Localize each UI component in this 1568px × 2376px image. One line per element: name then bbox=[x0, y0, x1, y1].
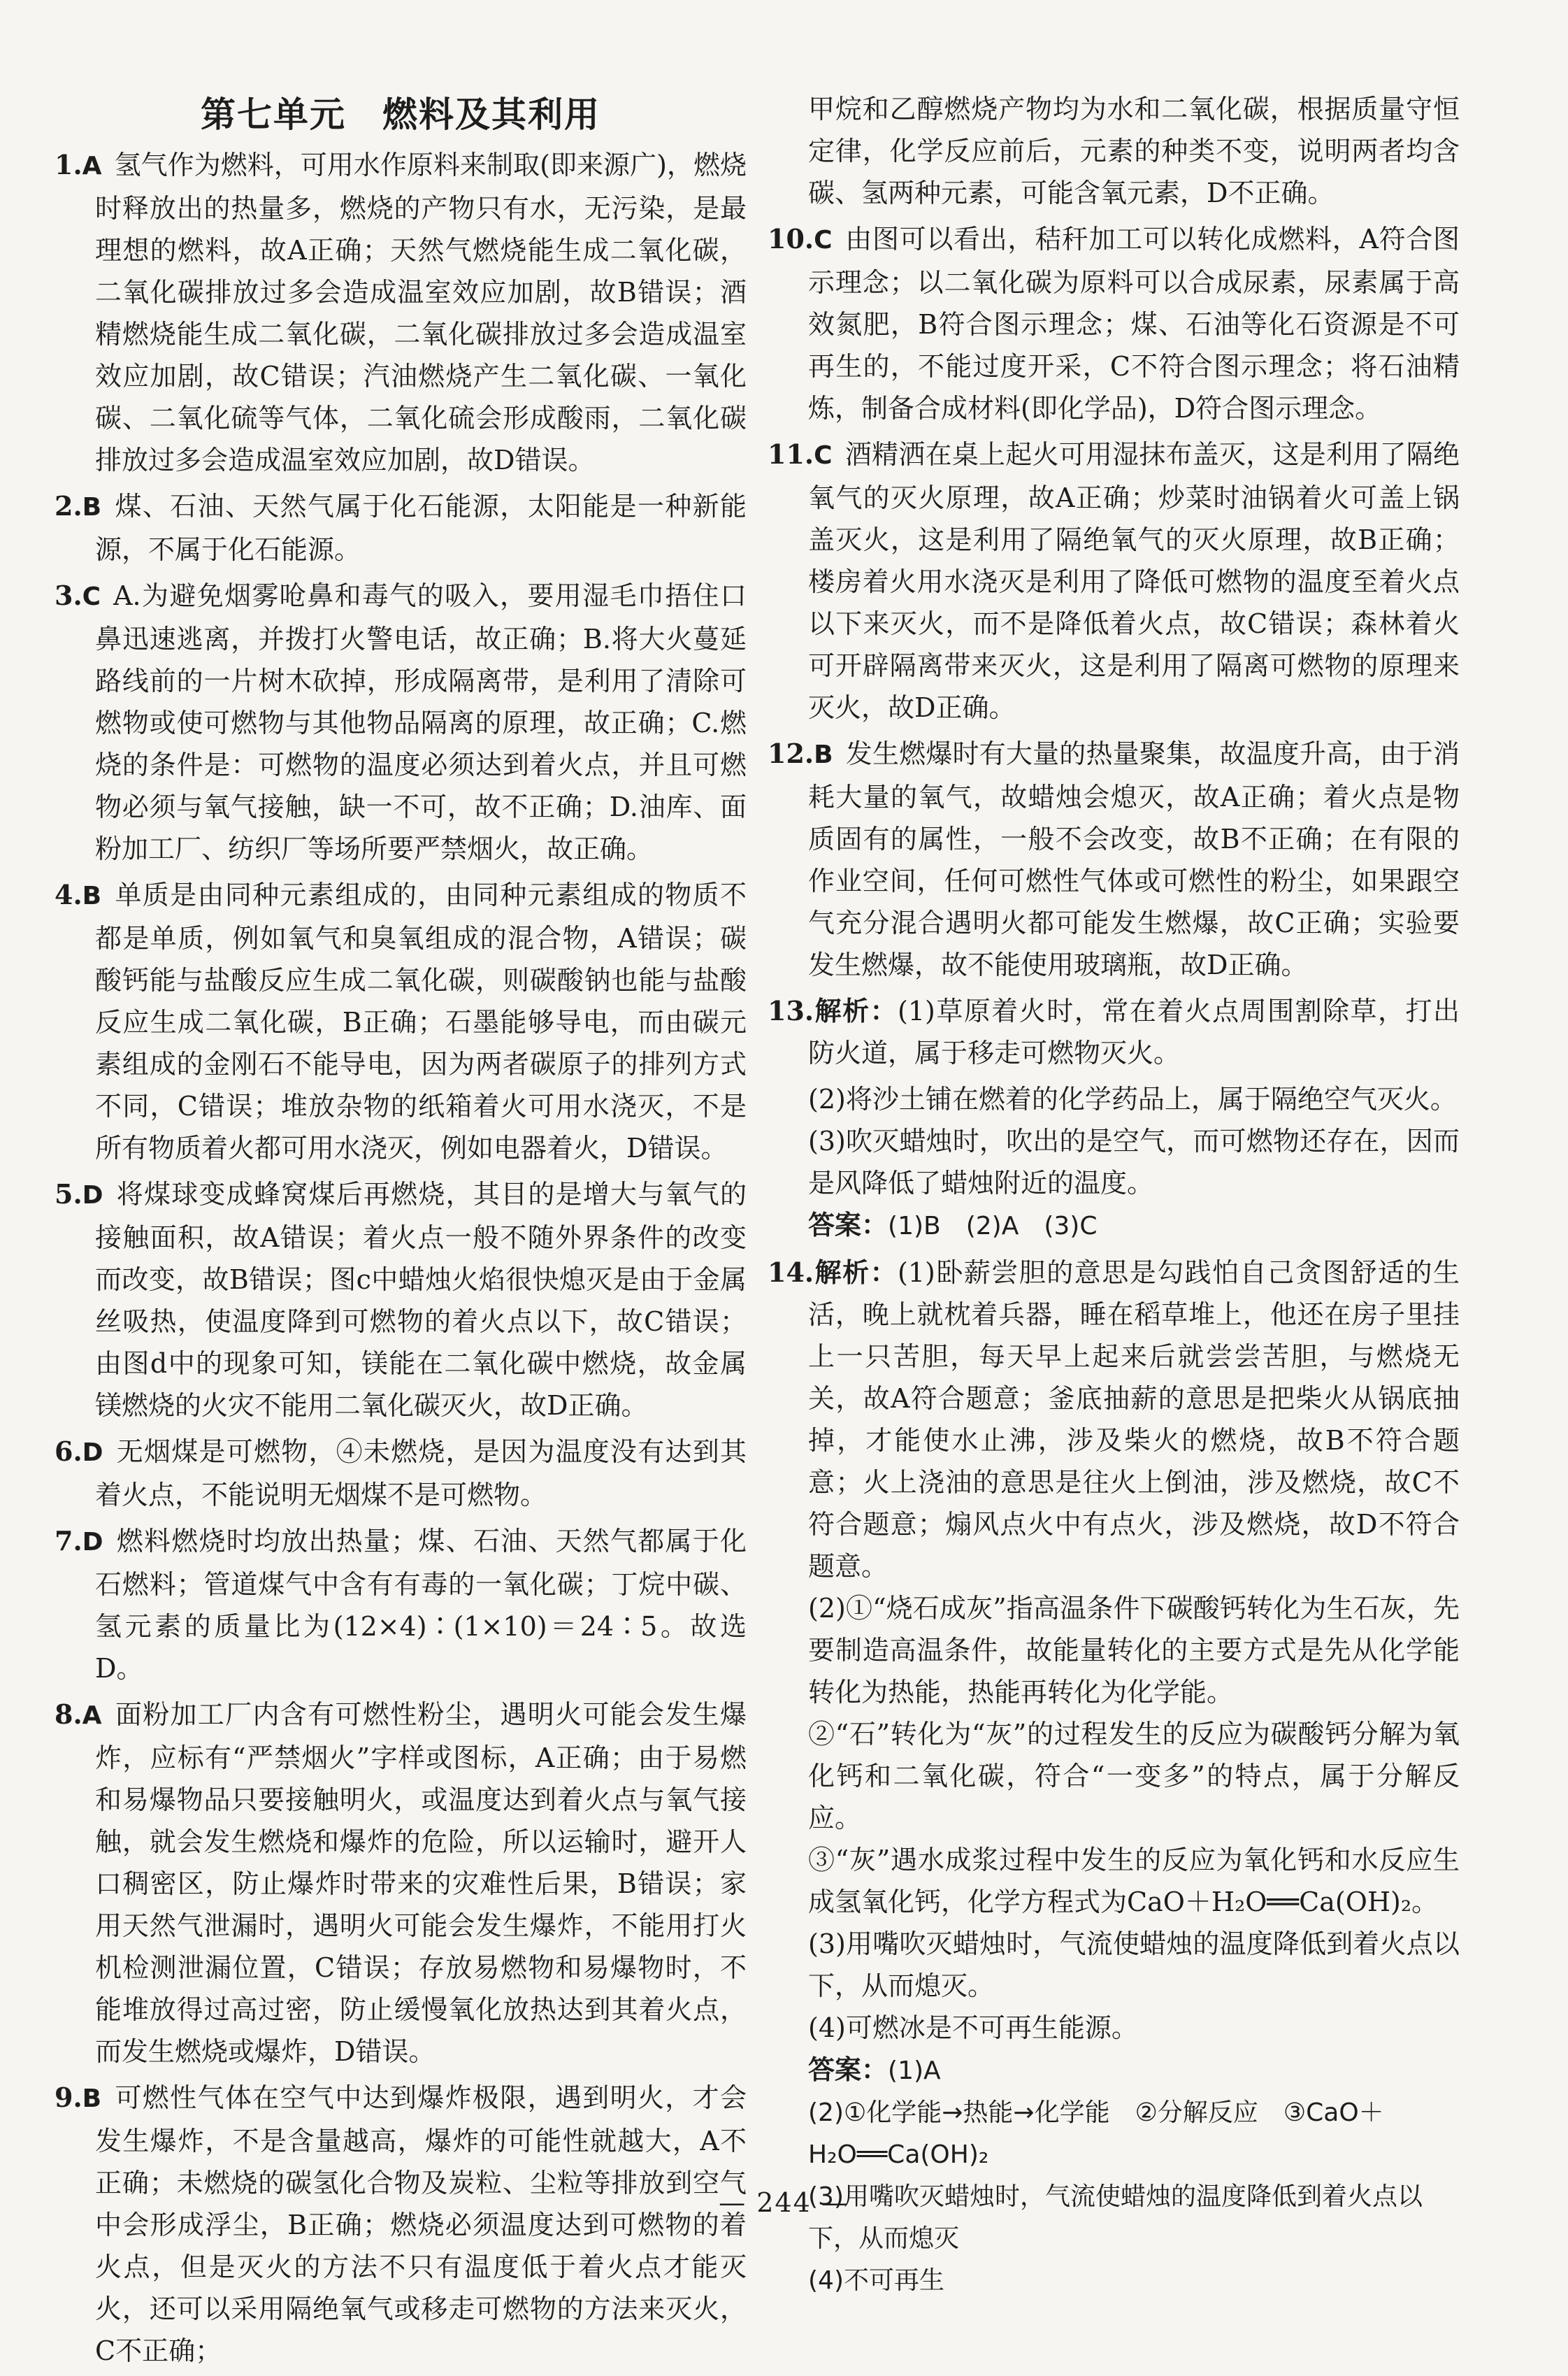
answer-letter: C bbox=[82, 582, 101, 611]
question-number: 7. bbox=[55, 1525, 82, 1556]
question-number: 9. bbox=[55, 2082, 82, 2113]
q14-part-3: ②“石”转化为“灰”的过程发生的反应为碳酸钙分解为氧化钙和二氧化碳，符合“一变多”的特点，属于分解反应。 bbox=[808, 1719, 1460, 1833]
q14-answer-label-line: 答案：(1)A bbox=[808, 2054, 941, 2085]
right-answer-list bbox=[768, 218, 1460, 986]
q14-answer-3: (3)用嘴吹灭蜡烛时，气流使蜡烛的温度降低到着火点以下，从而熄灭 bbox=[808, 2182, 1423, 2253]
question-number: 10. bbox=[768, 223, 814, 255]
q13-part-3: (3)吹灭蜡烛时，吹出的是空气，而可燃物还存在，因而是风降低了蜡烛附近的温度。 bbox=[808, 1126, 1460, 1198]
question-number: 14. bbox=[768, 1257, 814, 1288]
question-item bbox=[55, 1431, 747, 1516]
explanation-text: 煤、石油、天然气属于化石能源，太阳能是一种新能源，不属于化石能源。 bbox=[95, 491, 747, 565]
right-column bbox=[768, 88, 1460, 2302]
explanation-text: 酒精洒在桌上起火可用湿抹布盖灭，这是利用了隔绝氧气的灭火原理，故A正确；炒菜时油锅着火可盖上锅盖灭火，这是利用了隔绝氧气的灭火原理，故B正确；楼房着火用水浇灭是利用了降低可燃物的温度至着火点以下来灭火，而不是降低着火点，故C错误；森林着火可开辟隔离带来灭火，这是利用了隔离可燃物的原理来灭火，故D正确。 bbox=[808, 439, 1460, 723]
analysis-text: (1)卧薪尝胆的意思是勾践怕自己贪图舒适的生活，晚上就枕着兵器，睡在稻草堆上，他还在房子里挂上一只苦胆，每天早上起来后就尝尝苦胆，与燃烧无关，故A符合题意；釜底抽薪的意思是把柴火从锅底抽掉，才能使水止沸，涉及柴火的燃烧，故B不符合题意；火上浇油的意思是往火上倒油，涉及燃烧，故C不符合题意；煽风点火中有点火，涉及燃烧，故D不符合题意。 bbox=[808, 1257, 1460, 1582]
answer-letter: C bbox=[814, 226, 833, 255]
answer-letter: B bbox=[82, 2084, 102, 2113]
answer-letter: C bbox=[814, 441, 833, 470]
question-item bbox=[55, 144, 747, 481]
question-number: 5. bbox=[55, 1178, 82, 1210]
explanation-text: 将煤球变成蜂窝煤后再燃烧，其目的是增大与氧气的接触面积，故A错误；着火点一般不随外界条件的改变而改变，故B错误；图c中蜡烛火焰很快熄灭是由于金属丝吸热，使温度降到可燃物的着火点以下，故C错误；由图d中的现象可知，镁能在二氧化碳中燃烧，故金属镁燃烧的火灾不能用二氧化碳灭火，故D正确。 bbox=[95, 1179, 747, 1421]
answer-letter: D bbox=[82, 1181, 103, 1210]
answer-letter: A bbox=[82, 152, 102, 180]
q14-answer-1: (1)A bbox=[888, 2056, 941, 2085]
q14-part-5: (3)用嘴吹灭蜡烛时，气流使蜡烛的温度降低到着火点以下，从而熄灭。 bbox=[808, 1928, 1460, 2001]
left-column bbox=[55, 90, 747, 2376]
q14-part-4: ③“灰”遇水成浆过程中发生的反应为氧化钙和水反应生成氢氧化钙，化学方程式为CaO＋H₂O══Ca(OH)₂。 bbox=[808, 1845, 1460, 1917]
q14-answer-2: (2)①化学能→热能→化学能 ②分解反应 ③CaO＋H₂O══Ca(OH)₂ bbox=[808, 2098, 1384, 2169]
q14-part-6: (4)可燃冰是不可再生能源。 bbox=[808, 2012, 1138, 2043]
question-number: 3. bbox=[55, 580, 82, 611]
answer-letter: A bbox=[82, 1701, 102, 1730]
question-item bbox=[55, 485, 747, 571]
explanation-text: 由图可以看出，秸秆加工可以转化成燃料，A符合图示理念；以二氧化碳为原料可以合成尿素，尿素属于高效氮肥，B符合图示理念；煤、石油等化石资源是不可再生的，不能过度开采，C不符合图示理念；将石油精炼，制备合成材料(即化学品)，D符合图示理念。 bbox=[808, 224, 1460, 424]
explanation-text: 无烟煤是可燃物，④未燃烧，是因为温度没有达到其着火点，不能说明无烟煤不是可燃物。 bbox=[95, 1436, 747, 1510]
left-answer-list bbox=[55, 144, 747, 2372]
question-item bbox=[55, 575, 747, 870]
explanation-text: 面粉加工厂内含有可燃性粉尘，遇明火可能会发生爆炸，应标有“严禁烟火”字样或图标，A正确；由于易燃和易爆物品只要接触明火，或温度达到着火点与氧气接触，就会发生燃烧和爆炸的危险，所以运输时，避开人口稠密区，防止爆炸时带来的灾难性后果，B错误；家用天然气泄漏时，遇明火可能会发生爆炸，不能用打火机检测泄漏位置，C错误；存放易燃物和易爆物时，不能堆放得过高过密，防止缓慢氧化放热达到其着火点，而发生燃烧或爆炸，D错误。 bbox=[95, 1699, 747, 2067]
question-number: 1. bbox=[55, 149, 82, 180]
question-number: 2. bbox=[55, 490, 82, 522]
question-item bbox=[768, 218, 1460, 429]
question-number: 8. bbox=[55, 1698, 82, 1730]
question-item bbox=[55, 1694, 747, 2073]
question-item bbox=[55, 874, 747, 1169]
q14-part-2: (2)①“烧石成灰”指高温条件下碳酸钙转化为生石灰，先要制造高温条件，故能量转化的主要方式是先从化学能转化为热能，热能再转化为化学能。 bbox=[808, 1593, 1460, 1708]
question-13: 13.解析：(1)草原着火时，常在着火点周围割除草，打出防火道，属于移走可燃物灭火。 bbox=[768, 995, 1460, 1068]
analysis-label: 解析 bbox=[814, 1257, 870, 1288]
question-item bbox=[768, 434, 1460, 729]
answer-letter: D bbox=[82, 1438, 103, 1467]
question-item bbox=[55, 1173, 747, 1426]
answer-letter: B bbox=[814, 740, 833, 769]
unit-title: 第七单元 燃料及其利用 bbox=[201, 94, 600, 135]
question-number: 12. bbox=[768, 738, 814, 769]
answer-letter: D bbox=[82, 1528, 103, 1556]
question-number: 11. bbox=[768, 438, 814, 470]
q14-answer-4: (4)不可再生 bbox=[808, 2266, 944, 2295]
question-item bbox=[55, 1520, 747, 1689]
question-14: 14.解析：(1)卧薪尝胆的意思是勾践怕自己贪图舒适的生活，晚上就枕着兵器，睡在稻草堆上，他还在房子里挂上一只苦胆，每天早上起来后就尝尝苦胆，与燃烧无关，故A符合题意；釜底抽薪的意思是把柴火从锅底抽掉，才能使水止沸，涉及柴火的燃烧，故B不符合题意；火上浇油的意思是往火上倒油，涉及燃烧，故C不符合题意；煽风点火中有点火，涉及燃烧，故D不符合题意。 bbox=[768, 1257, 1460, 1582]
answer-label: 答案 bbox=[808, 1210, 862, 1240]
question-item bbox=[768, 733, 1460, 986]
question-number: 13. bbox=[768, 995, 814, 1026]
analysis-label: 解析 bbox=[814, 996, 870, 1026]
question-number: 4. bbox=[55, 879, 82, 910]
explanation-text: 氢气作为燃料，可用水作原料来制取(即来源广)，燃烧时释放出的热量多，燃烧的产物只有水，无污染，是最理想的燃料，故A正确；天然气燃烧能生成二氧化碳，二氧化碳排放过多会造成温室效应加剧，故B错误；酒精燃烧能生成二氧化碳，二氧化碳排放过多会造成温室效应加剧，故C错误；汽油燃烧产生二氧化碳、一氧化碳、二氧化硫等气体，二氧化硫会形成酸雨，二氧化碳排放过多会造成温室效应加剧，故D错误。 bbox=[95, 150, 747, 475]
explanation-text: 燃料燃烧时均放出热量；煤、石油、天然气都属于化石燃料；管道煤气中含有有毒的一氧化碳；丁烷中碳、氢元素的质量比为(12×4)∶(1×10)＝24∶5。故选D。 bbox=[95, 1526, 747, 1684]
explanation-text: A.为避免烟雾呛鼻和毒气的吸入，要用湿毛巾捂住口鼻迅速逃离，并拨打火警电话，故正确；B.将大火蔓延路线前的一片树木砍掉，形成隔离带，是利用了清除可燃物或使可燃物与其他物品隔离的原理，故正确；C.燃烧的条件是：可燃物的温度必须达到着火点，并且可燃物必须与氧气接触，缺一不可，故不正确；D.油库、面粉加工厂、纺织厂等场所要严禁烟火，故正确。 bbox=[95, 580, 747, 864]
analysis-text: (1)草原着火时，常在着火点周围割除草，打出防火道，属于移走可燃物灭火。 bbox=[808, 996, 1460, 1068]
explanation-text: 单质是由同种元素组成的，由同种元素组成的物质不都是单质，例如氧气和臭氧组成的混合物，A错误；碳酸钙能与盐酸反应生成二氧化碳，则碳酸钠也能与盐酸反应生成二氧化碳，B正确；石墨能够导电，而由碳元素组成的金刚石不能导电，因为两者碳原子的排列方式不同，C错误；堆放杂物的纸箱着火可用水浇灭，不是所有物质着火都可用水浇灭，例如电器着火，D错误。 bbox=[95, 880, 747, 1164]
question-item bbox=[55, 2077, 747, 2372]
q9-continuation: 甲烷和乙醇燃烧产物均为水和二氧化碳，根据质量守恒定律，化学反应前后，元素的种类不变，说明两者均含碳、氢两种元素，可能含氧元素，D不正确。 bbox=[808, 94, 1460, 208]
explanation-text: 可燃性气体在空气中达到爆炸极限，遇到明火，才会发生爆炸，不是含量越高，爆炸的可能性就越大，A不正确；未燃烧的碳氢化合物及炭粒、尘粒等排放到空气中会形成浮尘，B正确；燃烧必须温度达到可燃物的着火点，但是灭火的方法不只有温度低于着火点才能灭火，还可以采用隔绝氧气或移走可燃物的方法来灭火，C不正确； bbox=[95, 2082, 747, 2366]
explanation-text: 发生燃爆时有大量的热量聚集，故温度升高，由于消耗大量的氧气，故蜡烛会熄灭，故A正确；着火点是物质固有的属性，一般不会改变，故B不正确；在有限的作业空间，任何可燃性气体或可燃性的粉尘，如果跟空气充分混合遇明火都可能发生燃爆，故C正确；实验要发生燃爆，故不能使用玻璃瓶，故D正确。 bbox=[808, 738, 1460, 980]
q13-part-2: (2)将沙土铺在燃着的化学药品上，属于隔绝空气灭火。 bbox=[808, 1084, 1457, 1115]
question-number: 6. bbox=[55, 1436, 82, 1467]
q13-answer: 答案：(1)B (2)A (3)C bbox=[808, 1210, 1098, 1240]
answer-letter: B bbox=[82, 882, 102, 910]
answer-letter: B bbox=[82, 493, 102, 522]
answer-label: 答案 bbox=[808, 2054, 862, 2085]
page-number: — 244 — bbox=[719, 2187, 849, 2218]
answer-text: (1)B (2)A (3)C bbox=[888, 1212, 1098, 1240]
